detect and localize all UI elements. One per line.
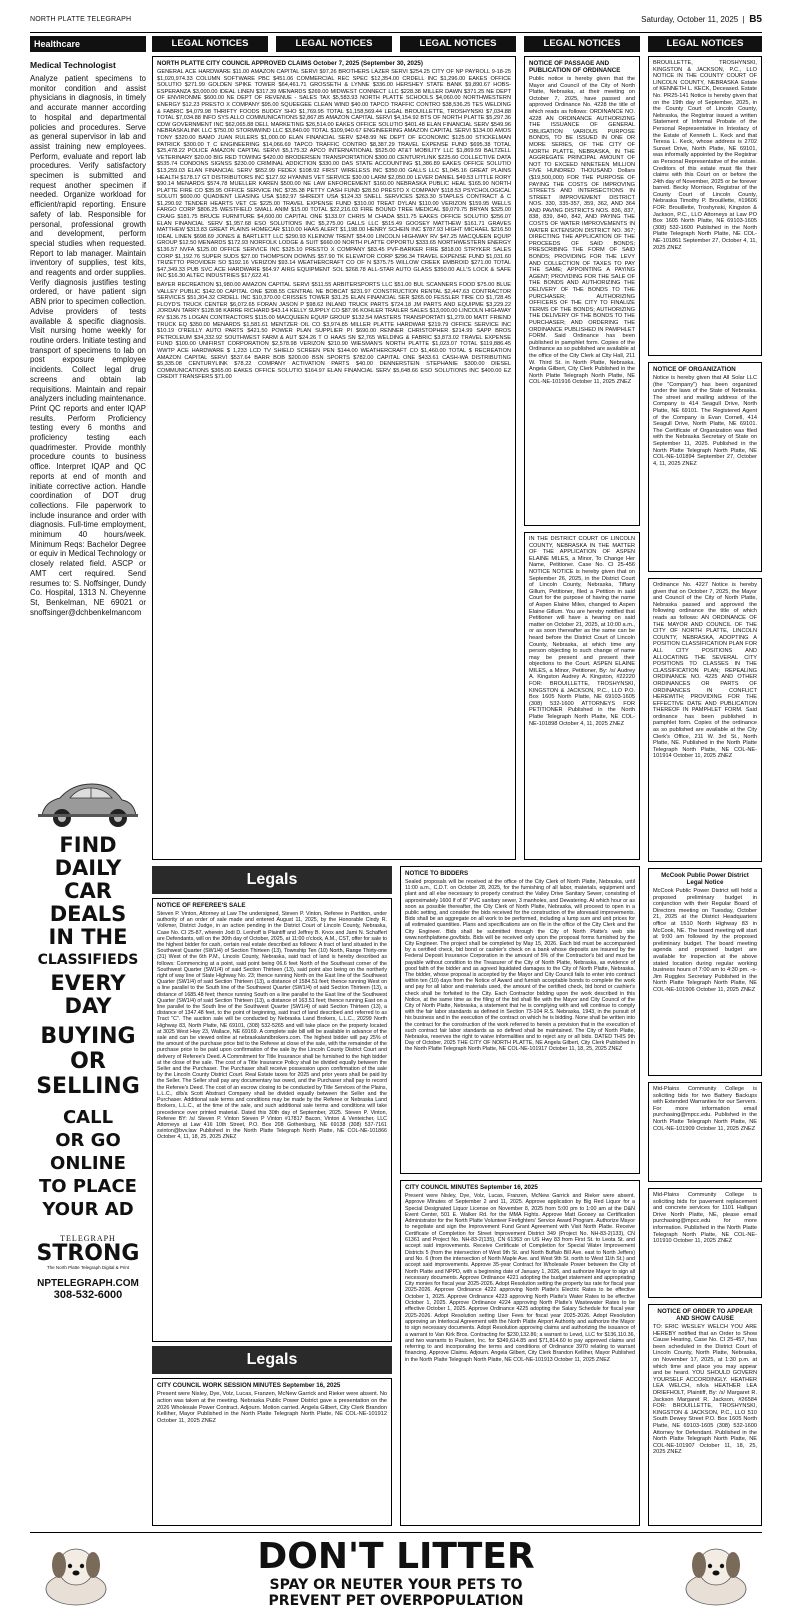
minutes-body: Present were Nisley, Dye, Volz, Lucas, Franzen, McNew Garrick and Rieker were absent. Approve Minutes of September 2 and 11, 2025. Approve application by Big Red Liquor for a Special Designated Liquor License on November 8, 2025 from 5:00 pm to 1:00 am at the D&N Event Center, 501 E. Walker Rd. for the MMA Fights. Approve Matt Goosey as Certification Administrator for the North Platte Volunteer Firefighters' Service Award Program. Authorize Mayor to negotiate and sign the Improvement Fund Grant Agreement with Visit North Platte. Receive Certificate of Completion for Street Improvement District 349 (Project No. NH-83-2(133), CN 61361 and Project No. NH-83-2(135), CN 61363 on US Hwy 83 from First St. to Leota St. and accept said improvements. Receive Certificate of Completion for Special Water Improvement Districts 5 (from the intersection of West 9th St. and North Buffalo Bill Ave. east to North Jeffers) and No. 6 (from the intersection of North Maple Ave. and West 9th St. north to West 11th St.) and accept said improvements. Approve 35-year Contract for Wholesale Power between the City of North Platte and NPPD, with a beginning date of January 1, 2026, and authorize Mayor to sign all necessary documents. Approve Ordinance 4221 adopting the budget statement and appropriating City monies for fiscal year 2025-2026. Adopt Resolution setting the property tax rate for fiscal year 2025-2026. Approve Ordinance 4222 approving North Platte's Electric Rates to be effective October 1, 2025. Approve Ordinance 4223 approving North Platte's Water Rates to be effective October 1, 2025. Approve Ordinance 4224 approving North Platte's Wastewater Rates to be effective October 1, 2025. Approve Ordinance 4225 adopting the Salary Schedule for fiscal year 2025-2026. Adopt Resolution setting User Fees for fiscal year 2025-2026. Adopt Resolution approving an Interlocal Agreement with the North Platte Airport Authority and authorize the Mayor to sign necessary documents. Adopt Resolution approving claims and authorizing the issuance of a warrant to Van Kirk Bros. Contracting for $230,132.86; a warrant to Lewd, LLC for $136,110.36, and two warrants to Paulsen, Inc. for $349,614.85 and $71,814.60 to pay approved claims and referring to and incorporating the terms and conditions of Ordinance 3970 relating to warrant financing. Approve Claims. Adjourn. Angela Gilbert, City Clerk Brandon Kelliher, Mayor Published in the North Platte Telegraph North Platte, NE COL-NE-101913 October 11, 2025 ZNEZ <box>405 1193 635 1363</box>
litter-subline-2: PREVENT PET OVERPOPULATION <box>268 1593 524 1609</box>
mccook-body: McCook Public Power District will hold a proposed preliminary budget in conjunction with their Regular Board of Directors meeting on Tuesday, October 21, 2025 at the District Headquarters office at 1510 North Highway 83 in McCook, NE. The board meeting will start at 9:00 am followed by the proposed preliminary budget. The board meeting agenda and proposed budget are available for inspection at the above stated location during regular working business hours of 7:00 am to 4:30 pm. -s-Jim Ruggles Secretary Published in the North Platte Telegraph North Platte, NE COL-NE-101906 October 11, 2025 ZNEZ <box>653 888 757 993</box>
promo-line: OR GO <box>55 1130 121 1151</box>
promo-line: DEALS <box>49 902 127 926</box>
issue-date: Saturday, October 11, 2025 | B5 <box>641 14 762 25</box>
council-minutes-notice <box>400 1180 640 1526</box>
session-title: CITY COUNCIL WORK SESSION MINUTES September 16, 2025 <box>157 1382 341 1389</box>
promo-line: OR <box>70 1049 106 1074</box>
legal-notices-bar-1: LEGAL NOTICES <box>152 36 268 52</box>
referee-sale-notice <box>152 898 392 1342</box>
referee-body: Steven P. Vinton, Attorney at Law The undersigned, Steven P. Vinton, Referee in Partition, under authority of an order of sale made and entered August 11, 2025, by the Honorable Cindy R. Volkmer, District Judge, in an action pending in the District Court of Lincoln County, Nebraska, Case No. CI 25-87, wherein Jodi D. Lenhoff is Plaintiff and Jeffrey B. Knox and Jami N. Schaffert are Defendants, will on the 30th day of October, 2025, at 11:00 o'clock, A.M., CST, offer for sale to the highest bidder for cash, certain real estate described as follows: A tract of land situated in the Southwest Quarter (SW1/4) of Section Thirteen (13), Township Ten (10) North, Range Thirty-one (31) West of the 6th P.M., Lincoln County, Nebraska, said tract of land is hereby described as follows: Commencing at a point, said point being 06.6 feet North of the Southeast corner of the Southwest Quarter (SW1/4) of said Section Thirteen (13), said point also being on the northerly right of way line of State Highway No. 23; thence running North on the East line of the Southwest Quarter (SW1/4) of said Section Thirteen (13), a distance of 1584.51 feet; thence running West on a line parallel to the South line of the Southwest Quarter (SW1/4) of said Section Thirteen (13), a distance of 1685.48 feet; thence running South on a line parallel to the East line of the Southwest Quarter (SW1/4) of said Section Thirteen (13), a distance of 163.51 feet; thence running East on a line parallel to the South line of the Southwest Quarter (SW1/4) of said Section Thirteen (13), a distance of 1347.48 feet, to the point of beginning, said tract of land described and referred to as Tract "C". The auction sale will be conducted by Nebraska Land Brokers, L.L.C., 20299 North Highway 83, North Platte, NE 69101, (308) 532-5265 and will take place on the property located at 3025 West Hwy 23, Wallace, NE 69169. A complete sale bill will be available in advance of the sale and can be viewed online at nebraskalandbrokers.com. The highest bidder will pay 25% of the amount of the purchase price bid to the Referee at close of the sale, with the remainder of the purchase price to be paid upon confirmation of the sale by the Lincoln County District Court and delivery of Referee's Deed. A Commitment for Title Insurance shall be furnished to the high bidder at the close of the sale. The cost of a Title Insurance Policy shall be divided equally between the Seller and the Purchaser. The Purchaser shall receive possession upon confirmation of the sale by the Lincoln County District Court. Real Estate taxes for 2025 and prior years shall be paid by the Seller. The Seller shall pay any documentary tax owed, and the Purchaser shall pay to record the Referee's Deed. The cost of an escrow closing to be conducted by Title Services of the Plains, L.L.C., d/b/a Scott Abstract Company shall be divided equally between the Seller and the Purchaser. Additional sale terms and conditions may be made by the Referee or Nebraska Land Brokers, L.L.C., at the time of the sale, and such additional sale terms and conditions will take precedence over printed material. Dated this 30th day of September, 2025. Steven P. Vinton, Referee BY: /s/ Steven P. Vinton Steven P Vinton #17817 Bacon, Vinton & Venteicher, LLC Attorneys at Law 416 10th Street, P.O. Box 208 Gothenburg, NE 69138 (308) 537-7161 svinton@bvv.law Published in the North Platte Telegraph North Platte, NE COL-NE-101866 October 4, 11, 18, 25, 2025 ZNEZ <box>157 911 387 1141</box>
session-body: Present were Nisley, Dye, Volz, Lucas, Franzen, McNew Garrick and Rieker were absent. No action was taken at the meeting. Nebraska Public Power District gave a presentation on the 2026 Wholesale Power Contract. Adjourn. Motion carried. Angela Gilbert, City Clerk Brandon Kelliher, Mayor Published in the North Platte Telegraph North Platte, NE COL-NE-101912 October 11, 2025 ZNEZ <box>157 1391 387 1425</box>
midplains-2-body: Mid-Plains Community College is soliciting bids for pavement replacement and concrete services for 1101 Halligan Drive North Platte, NE, please email purchasing@mpcc.edu for more information. Published in the North Platte Telegraph North Platte, NE COL-NE-101910 October 11, 2025 ZNEZ <box>653 1192 757 1245</box>
promo-call-online <box>30 1106 146 1221</box>
work-session-notice <box>152 1378 392 1526</box>
show-cause-body: TO: ERIC WESLEY WELCH YOU ARE HEREBY notified that an Order to Show Cause Hearing, Case No. CI 25-457, has been scheduled in the District Court of Lincoln County, North Platte, Nebraska, on November 17, 2025, at 1:30 p.m. at which time and place you may appear and be heard. YOU SHOULD GOVERN YOURSELF ACCORDINGLY. HEATHER LEA WELCH, n/k/a HEATHER LEA DRIEFHOLT, Plaintiff, By: /s/ Margaret R. Jackson Margaret R. Jackson, #26584 FOR: BROUILLETTE, TROSHYNSKI, KINGSTON & JACKSON, P.C., LLO 510 South Dewey Street P.O. Box 1605 North Platte, NE 69103-1605 (308) 532-1600 Attorney for Defendant. Published in the North Platte Telegraph North Platte, NE COL-NE-101907 October 11, 18, 25, 2025 ZNEZ <box>653 1324 757 1456</box>
ordinance-4227-body: Ordinance No. 4227 Notice is hereby given that on October 7, 2025, the Mayor and Council of the City of North Platte, Nebraska passed and approved the following ordinance the title of which reads as follows: AN ORDINANCE OF THE MAYOR AND COUNCIL OF THE CITY OF NORTH PLATTE, LINCOLN COUNTY, NEBRASKA, ADOPTING A POSITION CLASSIFICATION PLAN FOR ALL CITY POSITIONS AND ALLOCATING THE SEVERAL CITY POSITIONS TO CLASSES IN THE CLASSIFICATION PLAN; REPEALING ORDINANCE NO. 4225 AND OTHER ORDINANCES OR PARTS OF ORDINANCES IN CONFLICT HEREWITH; PROVIDING FOR THE EFFECTIVE DATE AND PUBLICATION THEREOF IN PAMPHLET FORM. Said ordinance has been published in pamphlet form. Copies of the ordinance as so published are available at the City Clerk's Office, 211 W. 3rd St., North Platte, NE. Published in the North Platte Telegraph North Platte, NE COL-NE-101914 October 11, 2025 ZNEZ <box>653 582 757 760</box>
promo-line: ONLINE <box>50 1153 126 1174</box>
bidders-body: Sealed proposals will be received at the office of the City Clerk of North Platte, Nebraska, until 11:00 a.m., C.D.T. on October 28, 2025, for the furnishing of all labor, materials, equipment and plant and all else necessary to properly construct the Valley Drive Sanitary Sewer, consisting of approximately 1600 lf of 8" PVC sanitary sewer, 3 manholes, and Dewatering. At which hour or as soon as possible thereafter, the City Clerk of North Platte, Nebraska, will proceed to open in a public setting, and consider the bids received for the construction of the aforesaid improvements. Bids shall be an aggregate on all work to be performed, including a lump sum and unit prices for all estimated quantities. Plans and specifications are on file in the office of the City Clerk and the City Engineer. Bids shall be submitted through the City of North Platte's web site www.northplattene.gov/bids. Bids will be received only upon the proposal forms furnished by the City Engineer. The project shall be completed by May 15, 2026. Each bid must be accompanied by a certified check, bid bond or cashier's check on a bank whose deposits are insured by the Federal Deposit Insurance Corporation in the amount of 5% of the Contractor's bid and must be payable without condition to the Treasurer of the City of North Platte, Nebraska, as evidence of good faith of the bidder and as agreed liquidated damages to the City of North Platte, Nebraska. The bidder, whose proposal is accepted by the Mayor and City Council fails to enter into contract within ten (10) days from the Notice of Award and furnish acceptable bonds to complete the work and pay for all labor and materials used, the amount of the certified check, bid bond or cashier's check shall be forfeited to the City. Each Contractor bidding upon the work described in this Notice, at the same time as the filing of the bid shall file with the Mayor and City Council of the City of North Platte, Nebraska, a statement that he is complying with and will continue to comply with the fair labor standards as defined in Section 73-104 R.S. Nebraska, 1943, in the pursuit of his business and in the execution of the contract on which he is bidding. None shall be written into the contract for the construction of the work referred to herein a provision that in the execution of such contract fair labor standards as so defined shall be maintained. The City of North Platte, Nebraska, reserves the right to waive informalities and to reject any or all bids. DATED THIS 9th Day of October, 2025 THE CITY OF NORTH PLATTE, NE Angela Gilbert, City Clerk Published in the North Platte Telegraph North Platte, NE COL-NE-101917 October 11, 18, 25, 2025 ZNEZ <box>405 879 635 1053</box>
vintage-car-icon <box>34 772 142 834</box>
job-title: Medical Technologist <box>30 60 116 70</box>
promo-line: CALL <box>62 1107 114 1128</box>
legal-notices-bar-5: LEGAL NOTICES <box>648 36 762 52</box>
dont-litter-ad <box>30 1532 762 1613</box>
legal-notices-bar-2: LEGAL NOTICES <box>276 36 392 52</box>
promo-line: BUYING <box>40 1024 136 1049</box>
bidders-notice <box>400 866 640 1174</box>
show-cause-notice <box>648 1304 762 1526</box>
logo-main: STRONG <box>36 1241 140 1266</box>
date-text: Saturday, October 11, 2025 <box>641 15 739 24</box>
keck-body: BROUILLETTE, TROSHYNSKI, KINGSTON & JACKSON, P.C., LLO NOTICE IN THE COUNTY COURT OF LINCOLN COUNTY, NEBRASKA Estate of KENNETH L. KECK, Deceased. Estate No. PR25-141 Notice is hereby given that on the 19th day of September, 2025, in the County Court of Lincoln County, Nebraska, the Registrar issued a written Statement of Informal Probate of the Personal Representative in Intestacy of the Estate of Kenneth L. Keck and that Teresa L. Keck, whose address is 2702 Sunset Drive, North Platte, NE 69101, was informally appointed by the Registrar as Personal Representative of the estate. Creditors of this estate must file their claims with this Court on or before the 24th day of November, 2025 or be forever barred. Becky Morrison, Registrar of the County Court of Lincoln County, Nebraska Timothy P. Brouillette, #19606 FOR: Brouillette, Troshynski, Kingston & Jackson, P.C., LLO Attorneys at Law PO Box 1605 North Platte, NE 69103-1605 (308) 532-1600 Published in the North Platte Telegraph North Platte, NE COL-NE-101861 September 27, October 4, 11, 2025 ZNEZ <box>653 60 757 251</box>
job-description: Analyze patient specimens to monitor condition and assist physicians in diagnosis, in timely and accurate manner according to hospital and departmental policies and procedures. Serve as general supervisor in lab and assist training new employees. Perform, evaluate and report lab procedures. Verify satisfactory specimen is submitted and request another specimen if needed. Organize workload for efficient/rapid reporting. Ensure safety of lab. Responsible for personal, professional growth and development, perform special studies when requested. Report to lab manager. Maintain inventory of supplies, test kits, and reagents and order supplies. Verify diagnosis justifies testing ordered, or have patient sign ABN prior to specimen collection. Advise providers of tests available & specific diagnosis. Visit nursing home weekly for routine orders. Initiate testing and transport of specimens to lab on post exposure employee incidents. Collect legal drug screens and obtain lab requisitions. Maintain and repair analyzers including maintenance. Print QC reports and enter IQAP results. Perform Proficiency testing every 6 months and proficiency testing each quadrimester. Provide monthly procedure counts to business office. Interpret IQAP and QC reports at end of month and initiate corrective action. Handle coordination of DOT drug collections. File paperwork to include insurance and order with diagnosis. Full-time employment, minimum 40 hours/week. Minimum Reqs: Bachelor Degree or equiv in Medical Technology or closely related field. ASCP or AMT cert required. Send resumes to: S. Noffsinger, Dundy Co. Hospital, 1313 N. Cheyenne St, Benkelman, NE 69021 or snoffsinger@dchbenkelmancom <box>30 74 146 617</box>
telegraph-strong-logo <box>30 1234 146 1301</box>
midplains-1-body: Mid-Plains Community College is soliciting bids for two Battery Backups with Extended Warranties for our Servers. For more information email purchasing@mpcc.edu. Published in the North Platte Telegraph North Platte, NE COL-NE-101909 October 11, 2025 ZNEZ <box>653 1086 757 1132</box>
promo-buying-selling <box>30 1024 146 1099</box>
mccook-notice <box>648 868 762 1076</box>
promo-line: TO PLACE <box>39 1176 137 1197</box>
page-number: B5 <box>749 14 762 25</box>
referee-title: NOTICE OF REFEREE'S SALE <box>157 902 246 909</box>
promo-url[interactable]: NPTELEGRAPH.COM <box>37 1278 139 1289</box>
organization-body: Notice is hereby given that All Solar LLC (the "Company") has been organized under the laws of the State of Nebraska. The street and mailing address of the Company is 414 Seagull Drive, North Platte, NE 69101. The Registered Agent of the Company is Evan Cornell, 414 Seagull Drive, North Platte, NE 69101. The Certificate of Organization was filed with the Nebraska Secretary of State on September 11, 2025. Published in the North Platte Telegraph North Platte, NE COL-NE-101894 September 27, October 4, 11, 2025 ZNEZ <box>653 375 757 467</box>
classifieds-promo <box>30 772 146 1332</box>
category-bar: Healthcare <box>30 36 146 52</box>
promo-line: DAILY <box>54 856 122 880</box>
midplains-notice-2 <box>648 1188 762 1298</box>
organization-title: NOTICE OF ORGANIZATION <box>653 366 736 373</box>
passage-title: NOTICE OF PASSAGE AND PUBLICATION OF ORDINANCE <box>529 60 621 74</box>
legal-notices-bar-3: LEGAL NOTICES <box>400 36 516 52</box>
logo-sub: The North Platte Telegraph Digital & Print <box>46 1265 130 1270</box>
litter-subline-1: SPAY OR NEUTER YOUR PETS TO <box>269 1577 523 1593</box>
logo-top: TELEGRAPH <box>60 1234 116 1243</box>
promo-line: YOUR AD <box>42 1199 134 1220</box>
minutes-title: CITY COUNCIL MINUTES September 16, 2025 <box>405 1184 538 1191</box>
approved-claims-notice <box>152 56 516 860</box>
claims-text-2: BAYER RECREATION $1,980.00 AMAZON CAPITAL SERVI $511.55 ARBITERSPORTS LLC $51.00 BUL SCANNERS FOOD $75.00 BLUE VALLEY PUBLIC $142.00 CAPITAL ONE $208.55 CENTRAL NE BOBCAT $231.97 CONSTRUCTION RENTAL $2,447.63 CONTRACTOR SERVICES $51,304.32 CRDELL INC $10,370.00 CRISSES TOWER $31.25 ELAN FINANCIAL SER $265.00 FESSLER TIRE CO $1,728.45 FLOYD'S TRUCK CENTER $6,072.65 FORAN JASON P $98.62 INLAND TRUCK PARTS $724.18 JM PARTS AND EQUIPME $3,229.22 JORDAN TARRY $128.98 KARRE RICHARD $43.14 KELLY SUPPLY CO $87.96 KOHLER TRAILER SALES $13,000.00 LINCOLN HIGHWAY RV $136.75 LOGAN CONTRACTORS $115.00 MACQUEEN EQUIP GROUP $132.54 MASTERS TRANSPORTATI $1,279.00 MATT FRIEND TRUCK EQ $350.00 MENARDS $1,581.61 MENTZER OIL CO $3,974.85 MILLER PLATTE HARDWAR $219.79 OFFICE SERVICE INC $10.19 O'REILLY AUTO PARTS $421.50 POWER PLAN SUPPLIER PI $690.00 RENNER CHRISTOPHER $214.99 SAPP BROS PETROLEUM $34,332.92 SOUTHWEST FARM & AUT $24.26 T O HAAS SN $2,765 WELDING & FABRIC $3,873.02 TRAVEL EXPENSE FUND $100.00 UNIFIRST CORPORATION $2,578.98 VERIZON $210.90 WIESMAN'S NORTH PLATTE $1,023.07 TOTAL $119,886.45 WWTP ACE HARDWARE $ 1,233 LCD TV SHIELD SCREEN PEN $144.00 WEATHERCRAFT CO $1,460.00 TOTAL $ RECREATION AMAZON CAPITAL SERVI $537.64 BARR BOB $200.00 BSN SPORTS $782.00 CAPITAL ONE $433.61 CASH-WA DISTRIBUTING $5,335.08 CENTURYLINK $78.22 COMPANY ACTIVATION PARTS $40.00 DENNERSTEIN STEPHANIE $300.00 DIESEL COMMUNICATIONS $365.00 EAKES OFFICE SOLUTIO $164.97 ELAN FINANCIAL SERV $5,648.66 ESO SOLUTIONS INC $400.00 EZ CREDIT TRANSFERS $71.00 <box>157 282 511 381</box>
promo-line: CAR <box>64 879 112 903</box>
bidders-title: NOTICE TO BIDDERS <box>405 870 469 877</box>
ordinance-4227-notice <box>648 578 762 862</box>
promo-line: DAY <box>64 994 112 1018</box>
legals-banner-2: Legals <box>152 1346 392 1374</box>
claims-text-1: GENERAL ACE HARDWARE $11.00 AMAZON CAPITAL SERVI $97.26 BROTHERS LAZER SERVI $254.25 CITY OF NP PAYROLL 9-18-25 $1,020,974.33 COLUMN SOFTWARE PBC $451.06 COMMERCIAL REC SPEC $12,354.00 CRDELL INC $1,296.00 EAKES OFFICE SOLUTIO $271.99 GOLDEN SPIKE TOWER $64,461.71 GROSSETH & LYNNE $336.00 HERSHEY STATE BANK $9,890.67 HOBS-ESPERANZA $3,000.00 IDEAL LINEN $317.39 MENARDS $269.00 MIDWEST CONNECT LLC $228.38 MILLER DAWN $371.25 NE DEPT OF ENVIRONME $600.00 NE DEPT OF REVENUE - SALES TAX $5,583.93 NORTH PLATTE SCHOOLS $4,060.00 NORTHWESTERN ENERGY $12.23 PRESTO X COMPANY $95.00 SQUEEGEE CLEAN WIND $40.00 TAPCO TRAFFIC CONTRO $38,536.25 TES WELDING & FABRIC $4,079.98 THRIFTY FOODS BUDGY SHO $1,769.95 TOTAL $1,158,569.44 LEGAL BROUILLETTE, TROSHYNSKI $7,034.88 TOTAL $7,034.88 INFO SYS ALLO COMMUNICATIONS $2,867.85 AMAZON CAPITAL SERVI $4,154.92 BTS OF NORTH PLATTE $5,297.36 CDW GOVERNMENT INC $62,065.88 DELL MARKETING $26,514.00 EAKES OFFICE SOLUTIO $401.48 ELAN FINANCIAL SERV $549.96 NEBRASKALINK LLC $750.00 STORMWIND LLC $3,840.00 TOTAL $109,940.67 ENGINEERING AMAZON CAPITAL SERVI $134.00 AMOS TONY $320.00 BAMO JUAN RULERS $1,000.00 ELAN FINANCIAL SERV $248.99 NE DEPT OF ECONOMIC $125.00 STICKELMAN PATRICK $300.00 T C ENGINEERING $14,066.69 TAPCO TRAFFIC CONTRO $8,387.29 TRAVEL EXPENSE FUND $695.38 TOTAL $25,478.22 POLICE AMAZON CAPITAL SERVI $5,175.32 APCO INTERNATIONAL $525.00 AT&T MOBILITY LLC $1,869.59 BALTZELL VETERINARY $20.00 BIG RED TOWING $420.00 BRODERSEN TRANSPORTATION $300.00 CENTURYLINK $225.60 COLLECTIVE DATA $535.74 CONDONS SIGNSS $230.00 CRIMINAL ADDICTION $330.00 DAS STATE ACCOUNTING $1,386.89 EAKES OFFICE SOLUTIO $13,259.03 ELAN FINANCIAL SERV $652.99 FEDEX $108.92 FIRST WIRELESS INC $350.00 GALLS LLC $1,045.16 GREAT PLAINS HEALTH $178.17 GT DISTRIBUTORS INC $127.92 HYANNIS VET SERVICE $30.00 LARM $2,050.00 LEVER DANIEL $49.53 LITTLE RORY $90.14 MENARDS $574.78 MUELLER KAREN $500.00 NE LAW ENFORCEMENT $160.00 NEBRASKA PUBLIC HEAL $165.90 NORTH PLATTE FIRE CO $35.95 OFFICE SERVICE INC $735.38 PETTY CASH FUND $28.50 PRESTO X COMPANY $118.53 PSYCHOLOGICAL SOLUTI $600.00 QUADIENT LEASING USA $182.97 SHREDIT USA $124.33 SNELL SERVICES $263.30 STAPLES CONTRACT & C $1,290.92 TENDER HEARTS VET CE $225.00 TRAVEL EXPENSE FUND $310.00 TREAT DYLAN $110.00 VERIZON $159.95 WELLS FARGO CORP $806.25 WESTFIELD SMALL ANIM $15.00 TOTAL $22,216.03 FIRE BOUND TREE MEDICAL $9,079.75 BRYAN $325.00 CRAIG $181.75 BRUCE FURNITURE $4,600.00 CAPITAL ONE $133.07 CHRIS M CHADA $511.75 EAKES OFFICE SOLUTIO $256.07 ELAN FINANCIAL SERV $1,957.68 ESO SOLUTIONS INC $5,275.00 GALLS LLC $515.49 GOOSEY MATTHEW $161.71 GRAVES MATTHEW $313.83 GREAT PLAINS HOMECAR $110.00 HAAS ALERT $1,198.00 HENRY SCHEIN INC $787.93 HIGHT MICHAEL $216.50 IDEAL LINEN $698.69 JONES & BARTLETT LLC $290.93 KLEINOW TRENT $54.00 LINCOLN HIGHWAY RV $47.25 MACQUEEN EQUIP GROUP $12.50 MENARDS $172.93 NORFOLK LODGE & SUIT $660.00 NORTH PLATTE OPPORTU $333.65 NORTHWESTERN ENERGY $136.57 NVFA $125.00 OFFICE SERVICE INC $325.10 PRESTO X COMPANY $83.45 PVF-BARKER FIRE $818.00 STRYKER SALES CORP $1,192.76 SUPER SUDS $27.00 THOMPSON DOWNS $57.90 TK ELEVATOR CORP $296.34 TRAVEL EXPENSE FUND $1,031.60 TRIZETTO PROVIDER SO $192.16 VERIZON $93.14 WEATHERCRAFT CO OF N $375.75 WILLOW CREEK EMBROID $271.00 TOTAL $47,349.33 PUB SVC ACE HARDWARE $64.97 AIRG EQUIPMENT SOL $268.78 ALL-STAR AUTO GLASS $350.00 ALL'S LOCK & SAFE INC $16.30 ALTEC INDUSTRIES $17,622.41 <box>157 69 511 280</box>
top-rule <box>30 32 762 33</box>
mccook-title: McCook Public Power District Legal Notice <box>661 872 749 886</box>
midplains-notice-1 <box>648 1082 762 1182</box>
claims-body <box>157 69 511 383</box>
promo-line: SELLING <box>36 1074 140 1099</box>
promo-line: IN THE <box>48 925 128 949</box>
keck-estate-notice <box>648 56 762 356</box>
name-change-body: IN THE DISTRICT COURT OF LINCOLN COUNTY, NEBRASKA IN THE MATTER OF THE APPLICATION OF ASPEN ELAINE MILES, a Minor, To Change Her Name, Petitioner. Case No. CI 25-456 NOTICE NOTICE is hereby given that on September 26, 2025, in the District Court of Lincoln County, Nebraska, Tiffany Gillum, Petitioner, filed a Petition in said Court for the purpose of having the name of Aspen Elaine Miles, changed to Aspen Elaine Gillum. You are hereby notified that Petitioner will have a hearing on said matter on October 21, 2025, at 10:00 a.m., or as soon thereafter as the same can be heard before the District Court of Lincoln County, Nebraska, at which time any person objecting to such change of name may be present and present their objections to the Court. ASPEN ELAINE MILES, a Minor, Petitioner, By: /s/ Audrey A. Kingston Audrey A. Kingston, #22220 FOR: BROUILLETTE, TROSHYNSKI, KINGSTON & JACKSON, P.C., LLO P.O. Box 1605 North Platte, NE 69103-1605 (308) 532-1600 ATTORNEYS FOR PETITIONER Published in the North Platte Telegraph North Platte, NE COL-NE-101898 October 4, 11, 2025 ZNEZ <box>529 536 635 727</box>
promo-phone: 308-532-6000 <box>53 1289 123 1301</box>
promo-find-car-deals <box>30 834 146 1018</box>
masthead <box>30 14 762 28</box>
paper-name: NORTH PLATTE TELEGRAPH <box>30 16 132 23</box>
name-change-notice <box>524 532 640 860</box>
passage-notice <box>524 56 640 526</box>
puppy-icon <box>676 1539 756 1609</box>
show-cause-title: NOTICE OF ORDER TO APPEAR AND SHOW CAUSE <box>657 1308 753 1322</box>
organization-notice <box>648 362 762 572</box>
legals-banner-1: Legals <box>152 866 392 894</box>
claims-title: NORTH PLATTE CITY COUNCIL APPROVED CLAIMS October 7, 2025 (September 30, 2025) <box>157 60 423 67</box>
job-ad <box>30 56 146 617</box>
puppy-icon <box>36 1539 116 1609</box>
legal-notices-bar-4: LEGAL NOTICES <box>524 36 640 52</box>
promo-line: CLASSIFIEDS <box>37 952 139 968</box>
passage-body: Public notice is hereby given that the Mayor and Council of the City of North Platte, Nebraska, at their meeting on October 7, 2025, have passed and approved Ordinance No. 4228 the title of which reads as follows: ORDINANCE NO. 4228 AN ORDINANCE AUTHORIZING THE ISSUANCE OF GENERAL OBLIGATION VARIOUS PURPOSE BONDS, TO BE ISSUED IN ONE OR MORE SERIES, OF THE CITY OF NORTH PLATTE, NEBRASKA, IN THE AGGREGATE PRINCIPAL AMOUNT OF NOT TO EXCEED NINETEEN MILLION FIVE HUNDRED THOUSAND Dollars ($19,500,000) FOR THE PURPOSE OF PAYING THE COSTS OF IMPROVING STREETS AND INTERSECTIONS IN STREET IMPROVEMENT DISTRICT NOS. 330, 335-357, 359, 362, AND 364 AND PAVING DISTRICTS NOS. 836, 837, 838, 839, 840, 842, AND PAYING THE COSTS OF WATER IMPROVEMENTS IN WATER EXTENSION DISTRICT NO. 367; DIRECTING THE APPLICATION OF THE PROCEEDS OF SAID BONDS; PRESCRIBING THE FORM OF SAID BONDS; PROVIDING FOR THE LEVY AND COLLECTION OF TAXES TO PAY THE SAME; APPOINTING A PAYING AGENT; PROVIDING FOR THE SALE OF THE BONDS AND AUTHORIZING THE DELIVERY OF THE BONDS TO THE PURCHASER; AUTHORIZING OFFICERS OF THE CITY TO FINALIZE TERMS OF THE BONDS; AUTHORIZING THE DELIVERY OF THE BONDS TO THE PURCHASER; AND ORDERING THE ORDINANCE PUBLISHED IN PAMPHLET FORM. Said Ordinance has been published in pamphlet form. Copies of the Ordinance as so published are available at the office of the City Clerk at City Hall, 211 W. Third St. in North Platte, Nebraska. Angela Gilbert, City Clerk Published in the North Platte Telegraph North Platte, NE COL-NE-101916 October 11, 2025 ZNEZ <box>529 76 635 386</box>
litter-headline: DON'T LITTER <box>257 1536 535 1577</box>
promo-line: EVERY <box>50 971 126 995</box>
promo-line: FIND <box>59 833 117 857</box>
